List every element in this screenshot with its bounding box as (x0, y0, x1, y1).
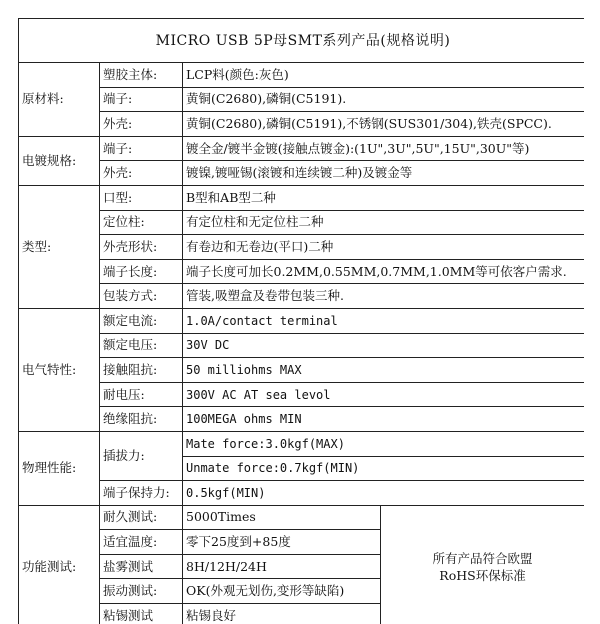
row-name: 耐久测试: (100, 505, 183, 530)
row-name: 适宜温度: (100, 530, 183, 555)
row-name: 端子长度: (100, 259, 183, 284)
category-plating: 电镀规格: (19, 136, 100, 185)
row-value: LCP料(颜色:灰色) (183, 63, 585, 88)
row-value: 8H/12H/24H (183, 554, 381, 579)
row-value: 镀全金/镀半金镀(接触点镀金):(1U",3U",5U",15U",30U"等) (183, 136, 585, 161)
row-value: 粘锡良好 (183, 604, 381, 624)
row-name: 接触阻抗: (100, 358, 183, 383)
row-value: 有卷边和无卷边(平口)二种 (183, 235, 585, 260)
category-function: 功能测试: (19, 505, 100, 624)
row-value: 有定位柱和无定位柱二种 (183, 210, 585, 235)
row-name: 外壳形状: (100, 235, 183, 260)
row-value: 镀镍,镀哑锡(滚镀和连续镀二种)及镀金等 (183, 161, 585, 186)
spec-table (18, 18, 584, 624)
row-name: 额定电压: (100, 333, 183, 358)
row-name: 定位柱: (100, 210, 183, 235)
row-name-insertion: 插拔力: (100, 431, 183, 480)
row-value: B型和AB型二种 (183, 185, 585, 210)
row-value: 5000Times (183, 505, 381, 530)
row-name: 振动测试: (100, 579, 183, 604)
table-title: MICRO USB 5P母SMT系列产品(规格说明) (19, 19, 585, 63)
rohs-note-text: 所有产品符合欧盟RoHS环保标准 (432, 551, 533, 583)
rohs-note (390, 550, 575, 584)
mate-force-value: Mate force:3.0kgf(MAX) (183, 431, 585, 456)
category-types: 类型: (19, 185, 100, 308)
category-materials: 原材料: (19, 63, 100, 137)
row-name: 耐电压: (100, 382, 183, 407)
row-value: OK(外观无划伤,变形等缺陷) (183, 579, 381, 604)
row-value: 1.0A/contact terminal (183, 308, 585, 333)
row-value: 300V AC AT sea levol (183, 382, 585, 407)
row-name: 盐雾测试 (100, 554, 183, 579)
row-value: 黄铜(C2680),磷铜(C5191). (183, 87, 585, 112)
row-value: 30V DC (183, 333, 585, 358)
row-value: 50 milliohms MAX (183, 358, 585, 383)
row-name-retention: 端子保持力: (100, 481, 183, 506)
row-name: 端子: (100, 136, 183, 161)
category-electrical: 电气特性: (19, 308, 100, 431)
row-name: 粘锡测试 (100, 604, 183, 624)
row-name: 外壳: (100, 161, 183, 186)
spec-sheet (18, 18, 584, 624)
row-name: 塑胶主体: (100, 63, 183, 88)
row-name: 额定电流: (100, 308, 183, 333)
row-name: 外壳: (100, 112, 183, 137)
category-physical: 物理性能: (19, 431, 100, 505)
row-value: 管装,吸塑盒及卷带包装三种. (183, 284, 585, 309)
row-value: 黄铜(C2680),磷铜(C5191),不锈钢(SUS301/304),铁壳(SPCC). (183, 112, 585, 137)
row-name: 绝缘阻抗: (100, 407, 183, 432)
row-value: 100MEGA ohms MIN (183, 407, 585, 432)
retention-value: 0.5kgf(MIN) (183, 481, 585, 506)
row-name: 端子: (100, 87, 183, 112)
row-name: 口型: (100, 185, 183, 210)
row-name: 包装方式: (100, 284, 183, 309)
row-value: 零下25度到+85度 (183, 530, 381, 555)
row-value: 端子长度可加长0.2MM,0.55MM,0.7MM,1.0MM等可依客户需求. (183, 259, 585, 284)
unmate-force-value: Unmate force:0.7kgf(MIN) (183, 456, 585, 481)
